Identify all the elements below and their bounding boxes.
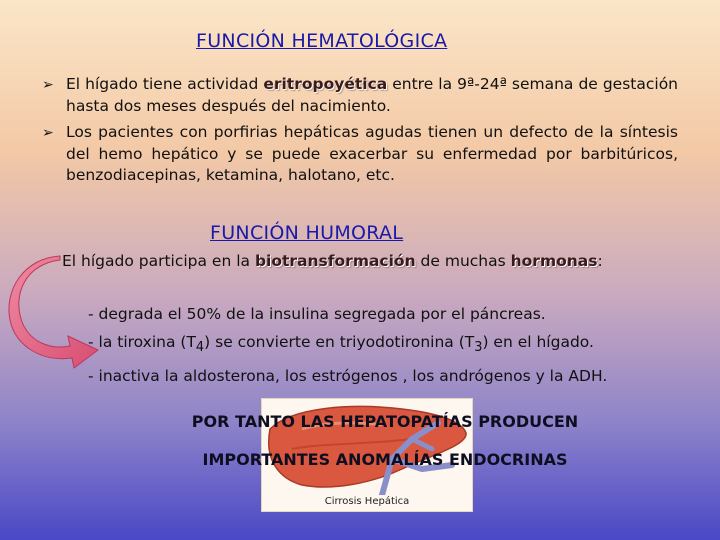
bullet-text-post: entre la 9ª-24ª semana de gestación hasta dos meses después del nacimiento. <box>66 75 678 115</box>
title-hematologic-function: FUNCIÓN HEMATOLÓGICA <box>196 30 448 52</box>
thyroxine-text-b: ) se convierte en triyodotironina (T <box>204 333 475 351</box>
thyroxine-text-a: - la tiroxina (T <box>88 333 196 351</box>
subscript-4: 4 <box>195 340 205 356</box>
bullet-erythropoiesis <box>42 74 678 117</box>
title-humoral-function: FUNCIÓN HUMORAL <box>210 222 404 244</box>
term-biotransformacion: biotransformación <box>254 252 416 270</box>
intro-mid: de muchas <box>415 252 511 270</box>
conclusion-line-2: IMPORTANTES ANOMALÍAS ENDOCRINAS <box>202 450 568 469</box>
list-item-insulin: - degrada el 50% de la insulina segregada por el páncreas. <box>88 305 546 323</box>
arrowhead-bullet-icon: ➢ <box>42 125 54 141</box>
intro-post: : <box>597 252 603 270</box>
bullet-text-pre: El hígado tiene actividad <box>66 75 264 93</box>
term-eritropoyetica: eritropoyética <box>263 75 388 93</box>
intro-pre: El hígado participa en la <box>62 252 255 270</box>
list-item-aldosterone: - inactiva la aldosterona, los estrógenos , los andrógenos y la ADH. <box>88 367 608 386</box>
hormone-list <box>88 300 607 390</box>
term-hormonas: hormonas <box>510 252 598 270</box>
humoral-intro <box>62 252 603 270</box>
list-item-thyroxine <box>88 328 607 362</box>
arrowhead-bullet-icon: ➢ <box>42 77 54 93</box>
image-caption: Cirrosis Hepática <box>324 496 410 507</box>
thyroxine-text-c: ) en el hígado. <box>482 333 594 351</box>
bullet-text: Los pacientes con porfirias hepáticas agudas tienen un defecto de la síntesis del hemo hepático y se puede exacerbar su enfermedad por barbitúricos, benzodiacepinas, ketamina, halotano, etc. <box>66 123 678 184</box>
conclusion-line-1: POR TANTO LAS HEPATOPATÍAS PRODUCEN <box>191 412 579 431</box>
bullet-porphyria <box>42 122 678 187</box>
subscript-3: 3 <box>474 340 483 356</box>
